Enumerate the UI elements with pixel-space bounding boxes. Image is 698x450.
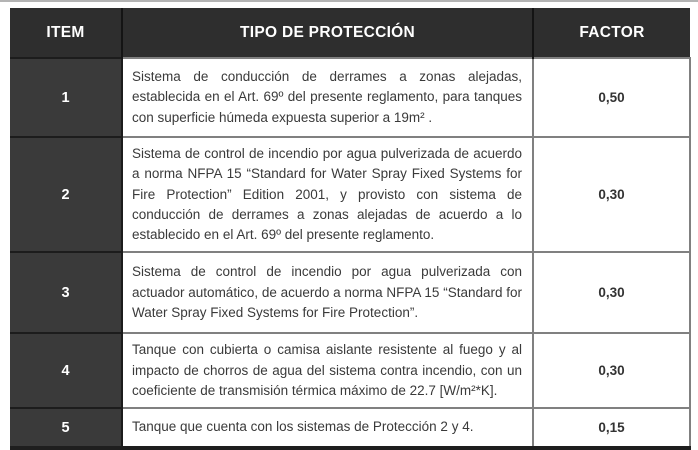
table-row <box>10 408 690 448</box>
row-item-number: 4 <box>10 333 122 408</box>
row-item-number: 2 <box>10 137 122 252</box>
row-factor-value: 0,15 <box>533 408 690 448</box>
table-header-row <box>10 8 690 58</box>
row-protection-text: Sistema de conducción de derrames a zonas alejadas, establecida en el Art. 69º del presente reglamento, para tanques con superficie húmeda expuesta superior a 19m² . <box>122 58 533 137</box>
row-factor-value: 0,50 <box>533 58 690 137</box>
row-factor-value: 0,30 <box>533 137 690 252</box>
row-protection-text: Tanque que cuenta con los sistemas de Protección 2 y 4. <box>122 408 533 448</box>
page-top-rule <box>0 0 698 2</box>
row-factor-value: 0,30 <box>533 333 690 408</box>
header-item: ITEM <box>10 8 122 58</box>
row-item-number: 5 <box>10 408 122 448</box>
protection-factor-table <box>10 8 691 450</box>
row-protection-text: Sistema de control de incendio por agua pulverizada con actuador automático, de acuerdo a norma NFPA 15 “Standard for Water Spray Fixed Systems for Fire Protection”. <box>122 252 533 333</box>
row-item-number: 1 <box>10 58 122 137</box>
row-item-number: 3 <box>10 252 122 333</box>
header-tipo-de-proteccion: TIPO DE PROTECCIÓN <box>122 8 533 58</box>
row-factor-value: 0,30 <box>533 252 690 333</box>
table-row <box>10 58 690 137</box>
row-protection-text: Tanque con cubierta o camisa aislante resistente al fuego y al impacto de chorros de agua del sistema contra incendio, con un coeficiente de transmisión térmica máximo de 22.7 [W/m²*K]. <box>122 333 533 408</box>
table-row <box>10 137 690 252</box>
row-protection-text: Sistema de control de incendio por agua pulverizada de acuerdo a norma NFPA 15 “Standard for Water Spray Fixed Systems for Fire Protection” Edition 2001, y provisto con sistema de conducción de derrames a zonas alejadas de acuerdo a lo establecido en el Art. 69º del presente reglamento. <box>122 137 533 252</box>
protection-factor-table-wrap <box>10 8 690 450</box>
table-row <box>10 333 690 408</box>
header-factor: FACTOR <box>533 8 690 58</box>
table-row <box>10 252 690 333</box>
